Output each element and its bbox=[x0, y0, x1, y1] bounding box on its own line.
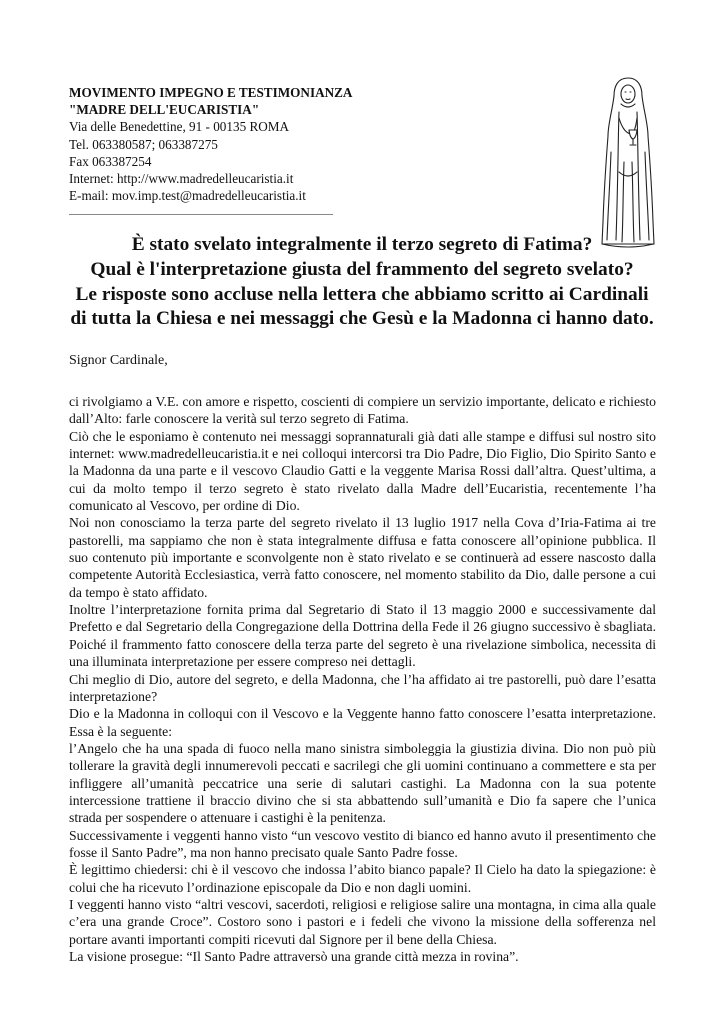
paragraph: Chi meglio di Dio, autore del segreto, e della Madonna, che l’ha affidato ai tre pastorelli, può dare l’esatta interpretazione? bbox=[69, 671, 656, 704]
header-divider bbox=[69, 214, 333, 215]
letter-body bbox=[69, 393, 656, 965]
address: Via delle Benedettine, 91 - 00135 ROMA bbox=[69, 119, 290, 135]
title-line-4: di tutta la Chiesa e nei messaggi che Gesù e la Madonna ci hanno dato. bbox=[70, 308, 654, 330]
website: Internet: http://www.madredelleucaristia.it bbox=[69, 171, 294, 187]
paragraph: Inoltre l’interpretazione fornita prima dal Segretario di Stato il 13 maggio 2000 e successivamente dal Prefetto e dal Segretario della Congregazione della Dottrina della Fede il 26 giugno successivo è sbagliata. Poiché il frammento fatto conoscere della terza parte del segreto è una rivelazione simbolica, necessita di una illuminata interpretazione per essere compreso nei dettagli. bbox=[69, 602, 656, 670]
title-line-2: Qual è l'interpretazione giusta del frammento del segreto svelato? bbox=[90, 258, 634, 280]
salutation: Signor Cardinale, bbox=[69, 353, 168, 368]
paragraph: La visione prosegue: “Il Santo Padre attraversò una grande città mezza in rovina”. bbox=[69, 949, 519, 964]
paragraph: I veggenti hanno visto “altri vescovi, sacerdoti, religiosi e religiose salire una montagna, in cima alla quale c’era una grande Croce”. Costoro sono i pastori e i fedeli che vivono la missione della sofferenza nel portare avanti importanti compiti ricevuti dal Signore per il bene della Chiesa. bbox=[69, 896, 656, 947]
telephone: Tel. 063380587; 063387275 bbox=[69, 136, 218, 152]
paragraph: ci rivolgiamo a V.E. con amore e rispetto, coscienti di compiere un servizio importante, delicato e richiesto dall’Alto: farle conoscere la verità sul terzo segreto di Fatima. bbox=[69, 394, 656, 427]
paragraph: È legittimo chiedersi: chi è il vescovo che indossa l’abito bianco papale? Il Cielo ha dato la spiegazione: è colui che ha ricevuto l’ordinazione episcopale da Dio e non dagli uomini. bbox=[69, 862, 656, 895]
document-title bbox=[60, 233, 664, 332]
paragraph: Successivamente i veggenti hanno visto “un vescovo vestito di bianco ed hanno avuto il presentimento che fosse il Santo Padre”, ma non hanno precisato quale Santo Padre fosse. bbox=[69, 827, 656, 860]
title-line-3: Le risposte sono accluse nella lettera che abbiamo scritto ai Cardinali bbox=[75, 283, 649, 305]
org-subtitle: "MADRE DELL'EUCARISTIA" bbox=[69, 102, 260, 118]
madonna-figure-icon bbox=[596, 72, 660, 252]
paragraph: l’Angelo che ha una spada di fuoco nella mano sinistra simboleggia la giustizia divina. Dio non può più tollerare la gravità degli innumerevoli peccati e sacrilegi che gli uomini continuano a commettere e sta per infliggere all’umanità peccatrice una serie di salutari castighi. La Madonna con la sua potente intercessione trattiene il braccio divino che si sta abbattendo sull’umanità e Dio fa sapere che l’unica strada per sospendere o attenuare i castighi è la penitenza. bbox=[69, 740, 656, 826]
letterhead bbox=[69, 84, 353, 204]
email: E-mail: mov.imp.test@madredelleucaristia.it bbox=[69, 188, 306, 204]
paragraph: Dio e la Madonna in colloqui con il Vescovo e la Veggente hanno fatto conoscere l’esatta interpretazione. Essa è la seguente: bbox=[69, 706, 656, 739]
title-line-1: È stato svelato integralmente il terzo segreto di Fatima? bbox=[131, 234, 593, 255]
paragraph: Noi non conosciamo la terza parte del segreto rivelato il 13 luglio 1917 nella Cova d’Iria-Fatima ai tre pastorelli, ma sappiamo che non è stata integralmente diffusa e fatta conoscere all’opinione pubblica. Il suo contenuto più importante e sconvolgente non è stato rivelato e se continuerà ad essere nascosto dalla competente Autorità Ecclesiastica, verrà fatto conoscere, nel momento stabilito da Dio, dalle persone a cui da tempo è stato affidato. bbox=[69, 515, 656, 600]
paragraph: Ciò che le esponiamo è contenuto nei messaggi soprannaturali già dati alle stampe e diffusi sul nostro sito internet: www.madredelleucaristia.it e nei colloqui intercorsi tra Dio Padre, Dio Figlio, Dio Spirito Santo e la Madonna da una parte e il vescovo Claudio Gatti e la veggente Marisa Rossi dall’altra. Quest’ultima, a cui da molto tempo il terzo segreto è stato rivelato dalla Madre dell’Eucaristia, recentemente l’ha comunicato al Vescovo, per ordine di Dio. bbox=[69, 428, 656, 514]
fax: Fax 063387254 bbox=[69, 153, 152, 169]
org-name: MOVIMENTO IMPEGNO E TESTIMONIANZA bbox=[69, 85, 353, 100]
